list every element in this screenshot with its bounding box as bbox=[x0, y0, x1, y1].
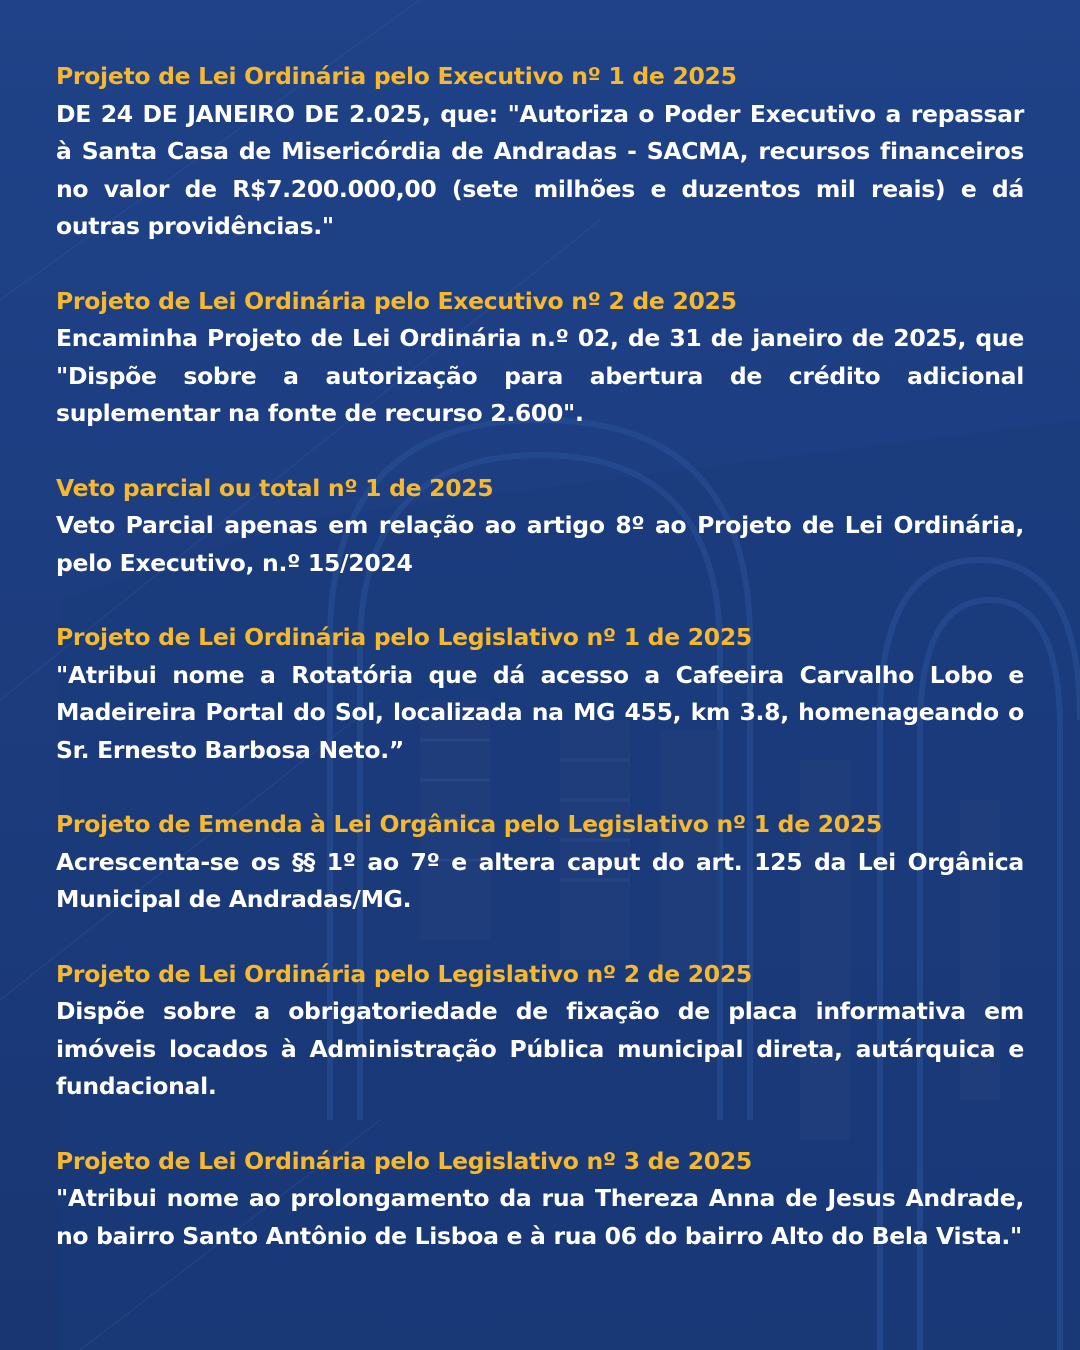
list-item bbox=[56, 806, 1024, 919]
item-title: Projeto de Emenda à Lei Orgânica pelo Legislativo nº 1 de 2025 bbox=[56, 810, 882, 838]
item-description: Acrescenta-se os §§ 1º ao 7º e altera caput do art. 125 da Lei Orgânica Municipal de Andradas/MG. bbox=[56, 847, 1024, 913]
list-item bbox=[56, 283, 1024, 433]
item-description: Veto Parcial apenas em relação ao artigo 8º ao Projeto de Lei Ordinária, pelo Executivo, n.º 15/2024 bbox=[56, 511, 1024, 577]
item-title: Projeto de Lei Ordinária pelo Legislativo nº 1 de 2025 bbox=[56, 623, 752, 651]
legislation-list bbox=[56, 58, 1024, 1292]
item-description: Encaminha Projeto de Lei Ordinária n.º 02, de 31 de janeiro de 2025, que "Dispõe sobre a autorização para abertura de crédito adicional suplementar na fonte de recurso 2.600". bbox=[56, 324, 1024, 427]
list-item bbox=[56, 619, 1024, 769]
list-item bbox=[56, 58, 1024, 246]
item-description: "Atribui nome a Rotatória que dá acesso a Cafeeira Carvalho Lobo e Madeireira Portal do Sol, localizada na MG 455, km 3.8, homenageando o Sr. Ernesto Barbosa Neto.” bbox=[56, 660, 1024, 764]
list-item bbox=[56, 1143, 1024, 1256]
item-title: Projeto de Lei Ordinária pelo Legislativo nº 2 de 2025 bbox=[56, 959, 752, 988]
item-title: Veto parcial ou total nº 1 de 2025 bbox=[56, 473, 494, 502]
list-item bbox=[56, 470, 1024, 583]
item-description: "Atribui nome ao prolongamento da rua Thereza Anna de Jesus Andrade, no bairro Santo Antônio de Lisboa e à rua 06 do bairro Alto do Bela Vista." bbox=[56, 1184, 1024, 1250]
item-description: Dispõe sobre a obrigatoriedade de fixação de placa informativa em imóveis locados à Administração Pública municipal direta, autárquica e fundacional. bbox=[56, 997, 1024, 1100]
item-title: Projeto de Lei Ordinária pelo Legislativo nº 3 de 2025 bbox=[56, 1146, 752, 1175]
item-title: Projeto de Lei Ordinária pelo Executivo nº 1 de 2025 bbox=[56, 62, 737, 90]
item-title: Projeto de Lei Ordinária pelo Executivo nº 2 de 2025 bbox=[56, 286, 737, 315]
item-description: DE 24 DE JANEIRO DE 2.025, que: "Autoriza o Poder Executivo a repassar à Santa Casa de Misericórdia de Andradas - SACMA, recursos financeiros no valor de R$7.200.000,00 (sete milhões e duzentos mil reais) e dá outras providências." bbox=[56, 99, 1024, 240]
list-item bbox=[56, 956, 1024, 1106]
